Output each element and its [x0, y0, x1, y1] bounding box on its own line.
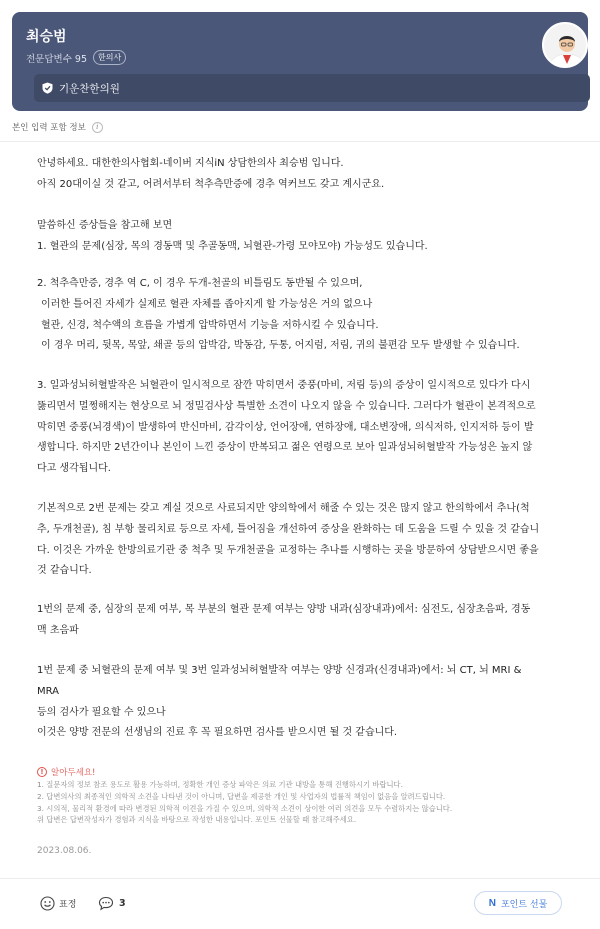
notice-item: 위 답변은 답변작성자가 경험과 지식을 바탕으로 작성한 내용입니다. 포인트 선물할 때 참고해주세요. — [37, 815, 357, 825]
answer-line: 혈관, 신경, 척수액의 흐름을 가볍게 압박하면서 기능을 저하시킬 수 있습니다. — [41, 319, 379, 331]
answer-line: 생합니다. 하지만 2년간이나 본인이 느낀 증상이 반복되고 젊은 연령으로 보아 일과성뇌허혈발작 가능성은 높지 않 — [37, 442, 533, 454]
answer-line: 뚫리면서 멀쩡해지는 현상으로 뇌 정밀검사상 특별한 소견이 나오지 않을 수 있습니다. 그러다가 혈관이 본격적으로 — [37, 400, 536, 412]
clinic-name[interactable]: 기운찬한의원 — [59, 82, 120, 95]
doctor-portrait-icon — [544, 24, 588, 68]
smiley-icon — [40, 896, 55, 911]
divider — [0, 141, 600, 142]
answer-line: 2. 척추측만증, 경추 역 C, 이 경우 두개-천골의 비틀림도 동반될 수 있으며, — [37, 278, 363, 289]
shield-check-icon — [42, 82, 53, 94]
answer-line: 1번의 문제 중, 심장의 문제 여부, 목 부분의 혈관 문제 여부는 양방 내과(심장내과)에서: 심전도, 심장초음파, 경동 — [37, 604, 531, 615]
input-info-row — [12, 121, 103, 133]
answer-paragraph — [37, 274, 520, 357]
answer-line: 이것은 양방 전문의 선생님의 진료 후 꼭 필요하면 검사를 받으시면 될 것 같습니다. — [37, 727, 398, 739]
answer-paragraph — [37, 661, 521, 744]
naver-n-icon: N — [488, 897, 496, 909]
answer-line: 1번 문제 중 뇌혈관의 문제 여부 및 3번 일과성뇌허혈발작 여부는 양방 신경과(신경내과)에서: 뇌 CT, 뇌 MRI & — [37, 665, 522, 676]
answerer-profile-card — [12, 12, 588, 111]
answer-line: 안녕하세요. 대한한의사협회-네이버 지식iN 상담한의사 최승범 입니다. — [37, 158, 344, 169]
answer-footer — [0, 879, 600, 929]
answer-line: 기본적으로 2번 문제는 갖고 계실 것으로 사료되지만 양의학에서 해줄 수 있는 것은 많지 않고 한의학에서 추나(척 — [37, 503, 530, 514]
answer-line: 막히면 중풍(뇌경색)이 발생하여 반신마비, 감각이상, 언어장애, 연하장애, 대소변장애, 의식저하, 인지저하 등이 발 — [37, 421, 534, 433]
answerer-meta — [26, 50, 126, 65]
answer-line: 추, 두개천골), 침 부항 물리치료 등으로 자세, 틀어짐을 개선하여 증상을 완화하는 데 도움을 드릴 수 있을 것 같습니 — [37, 523, 540, 535]
answer-date: 2023.08.06. — [37, 846, 92, 856]
comment-icon — [98, 896, 114, 911]
point-gift-label: 포인트 선물 — [500, 899, 548, 910]
answer-line: 1. 혈관의 문제(심장, 목의 경동맥 및 추골동맥, 뇌혈관-가령 모야모야) 가능성도 있습니다. — [37, 240, 428, 252]
answer-paragraph — [37, 154, 384, 196]
comment-button[interactable] — [98, 896, 126, 911]
avatar[interactable] — [542, 22, 588, 68]
notice-item: 1. 질문자의 정보 참조 용도로 활용 가능하며, 정확한 개인 증상 파악은 의료 기관 내방을 통해 진행하시기 바랍니다. — [37, 780, 403, 789]
answer-line: 등의 검사가 필요할 수 있으나 — [37, 706, 166, 718]
notice-title-row — [37, 765, 577, 779]
answerer-name[interactable]: 최승범 — [26, 29, 67, 45]
answer-line: MRA — [37, 685, 60, 697]
answer-paragraph — [37, 376, 536, 480]
info-icon[interactable]: i — [92, 122, 103, 133]
answer-paragraph — [37, 499, 539, 582]
answer-line: 다고 생각됩니다. — [37, 463, 111, 475]
comment-count: 3 — [119, 898, 126, 909]
reaction-button[interactable] — [40, 896, 76, 911]
answer-line: 것 같습니다. — [37, 565, 92, 577]
answer-line: 아직 20대이실 것 같고, 어려서부터 척추측만증에 경추 역커브도 갖고 계시군요. — [37, 178, 385, 190]
answer-line: 이러한 틀어진 자세가 실제로 혈관 자체를 좁아지게 할 가능성은 거의 없으나 — [41, 298, 373, 310]
answer-line: 3. 일과성뇌허혈발작은 뇌혈관이 일시적으로 잠깐 막히면서 중풍(마비, 저림 등)의 증상이 일시적으로 있다가 다시 — [37, 380, 531, 391]
answer-paragraph — [37, 600, 530, 642]
input-info-label: 본인 입력 포함 정보 — [12, 123, 86, 133]
answer-line: 맥 초음파 — [37, 624, 79, 636]
notice-title: 알아두세요! — [51, 768, 96, 778]
point-gift-button[interactable] — [474, 891, 562, 915]
alert-circle-icon: ! — [37, 767, 47, 777]
clinic-bar[interactable] — [34, 74, 590, 102]
answer-paragraph — [37, 216, 428, 258]
answer-line: 다. 이것은 가까운 한방의료기관 중 척추 및 두개천골을 교정하는 추나를 시행하는 곳을 방문하여 상담받으시면 좋을 — [37, 544, 539, 556]
reaction-label: 표정 — [59, 900, 77, 910]
answer-count: 전문답변수 95 — [26, 53, 87, 65]
answer-line: 이 경우 머리, 뒷목, 목앞, 쇄골 등의 압박감, 박동감, 두통, 어지럼, 저림, 귀의 불편감 모두 발생할 수 있습니다. — [41, 340, 520, 352]
notice-item: 3. 시의적, 물리적 환경에 따라 변경된 의학적 이견을 가질 수 있으며, 의학적 소견이 상이한 여러 의견을 모두 수렴하지는 않습니다. — [37, 803, 453, 813]
notice-item: 2. 답변의사의 최종적인 의학적 소견을 나타낸 것이 아니며, 답변을 제공한 개인 및 사업자의 법률적 책임이 없음을 알려드립니다. — [37, 791, 446, 801]
answer-line: 말씀하신 증상들을 참고해 보면 — [37, 220, 173, 231]
notice-box — [37, 765, 577, 826]
doctor-badge: 한의사 — [93, 50, 126, 65]
